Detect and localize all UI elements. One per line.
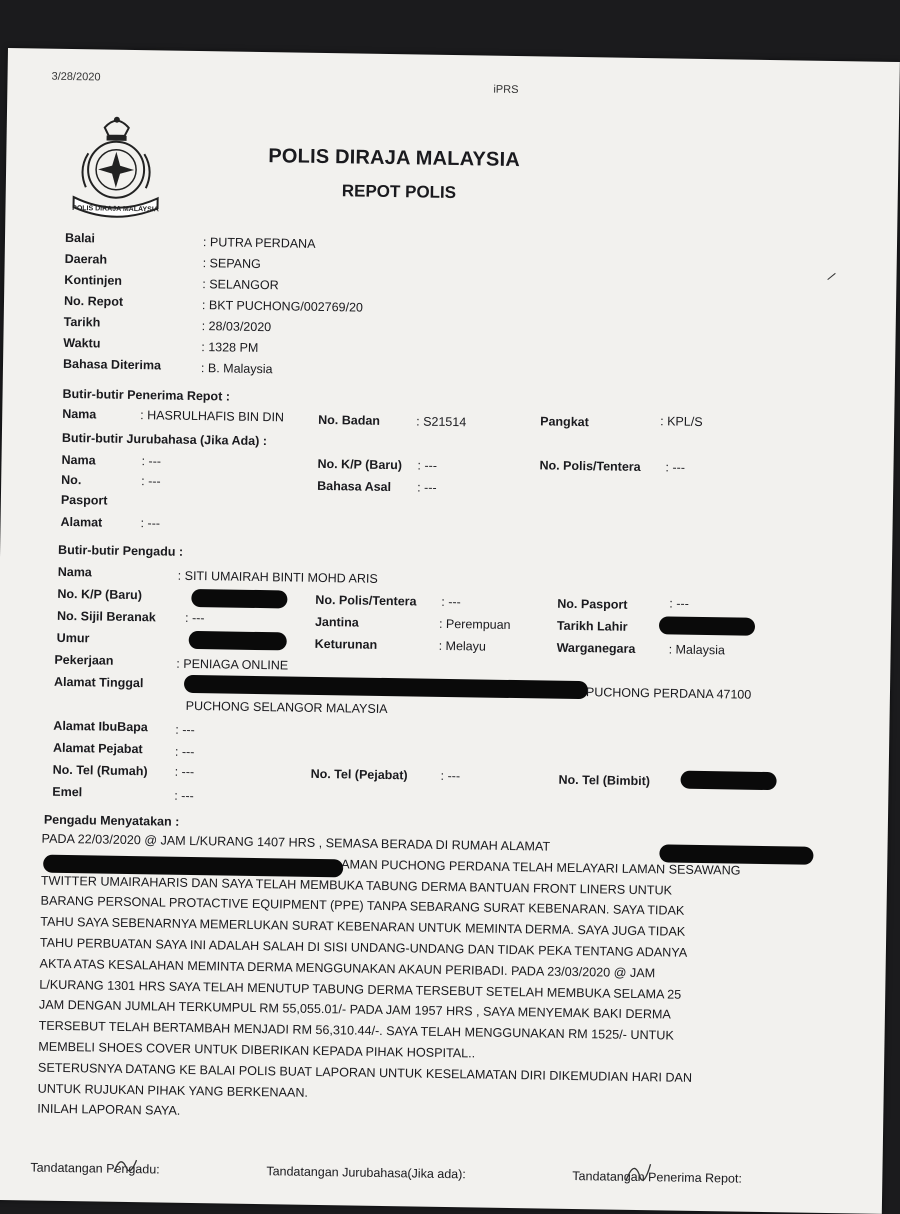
document-type: REPOT POLIS	[341, 181, 457, 203]
pen-mark	[827, 273, 835, 280]
print-date: 3/28/2020	[51, 70, 101, 84]
report-page	[0, 48, 900, 1214]
redacted-home-address	[184, 675, 588, 699]
svg-text:POLIS DIRAJA MALAYSIA: POLIS DIRAJA MALAYSIA	[72, 205, 159, 214]
signature-stroke-icon	[620, 1156, 660, 1189]
redacted-ic-number	[191, 589, 287, 609]
redacted-birth-date	[659, 616, 755, 636]
police-seal-icon	[63, 113, 169, 223]
statement-title: Pengadu Menyatakan :	[43, 812, 180, 829]
statement-body: PADA 22/03/2020 @ JAM L/KURANG 1407 HRS , SEMASA BERADA DI RUMAH ALAMAT AMAN PUCHONG PERDANA TELAH MELAYARI LAMAN SESAWANG TWITTER UMAIRAHARIS DAN SAYA TELAH MEMBUKA TABUNG DERMA BANTUAN FRONT LINERS UNTUK BARANG PERSONAL PROTACTIVE EQUIPMENT (PPE) TANPA SEBARANG SURAT KEBENARAN. SAYA TIDAK TAHU SAYA SEBENARNYA MEMERLUKAN SURAT KEBENARAN UNTUK MEMINTA DERMA. SAYA JUGA TIDAK TAHU PERBUATAN SAYA INI ADALAH SALAH DI SISI UNDANG-UNDANG DAN TIDAK PEKA TENTANG ADANYA AKTA ATAS KESALAHAN MEMINTA DERMA MENGGUNAKAN AKAUN PERIBADI. PADA 23/03/2020 @ JAM L/KURANG 1301 HRS SAYA TELAH MENUTUP TABUNG DERMA TERSEBUT SETELAH MEMBUKA SELAMA 25 JAM DENGAN JUMLAH TERKUMPUL RM 55,055.01/- PADA JAM 1957 HRS , SAYA MENYEMAK BAKI DERMA TERSEBUT TELAH BERTAMBAH MENJADI RM 56,310.44/-. SAYA TELAH MENGGUNAKAN RM 1525/- UNTUK MEMBELI SHOES COVER UNTUK DIBERIKAN KEPADA PIHAK HOSPITAL.. SETERUSNYA DATANG KE BALAI POLIS BUAT LAPORAN UNTUK KESELAMATAN DIRI DIKEMUDIAN HARI DAN UNTUK RUJUKAN PIHAK YANG BERKENAAN. INILAH LAPORAN SAYA.	[37, 831, 741, 1119]
redacted-age	[189, 631, 287, 651]
complainant-section: Butir-butir Pengadu : Nama : SITI UMAIRAH BINTI MOHD ARIS No. K/P (Baru) No. Polis/Tentera : --- No. Pasport : --- No. Sijil Beranak : --- Jantina : Perempuan Tarikh Lahir Umur Keturunan : Melayu Warganegara : Malaysia Pekerjaan : PENIAGA ONLINE Alamat Tinggal PUCHONG PERDANA 47100 PUCHONG SELANGOR MALAYSIA Alamat IbuBapa : --- Alamat Pejabat : --- No. Tel (Rumah) : --- No. Tel (Pejabat) : --- No. Tel (Bimbit) Emel : ---	[8, 48, 900, 62]
interpreter-section: Butir-butir Jurubahasa (Jika Ada) : Nama : --- No. K/P (Baru) : --- No. Polis/Tentera : --- No. : --- Bahasa Asal : --- Pasport Alamat : ---	[60, 430, 686, 531]
signature-complainant-label: Tandatangan Pengadu:	[30, 1160, 160, 1177]
system-name: iPRS	[493, 83, 519, 97]
organization-title: POLIS DIRAJA MALAYSIA	[268, 145, 521, 172]
signature-interpreter-label: Tandatangan Jurubahasa(Jika ada):	[266, 1164, 466, 1182]
signature-stroke-icon	[110, 1150, 150, 1181]
report-info: Balai : PUTRA PERDANA Daerah : SEPANG Kontinjen : SELANGOR No. Repot : BKT PUCHONG/002769/20 Tarikh : 28/03/2020 Waktu : 1328 PM Bahasa Diterima : B. Malaysia	[62, 230, 364, 377]
signature-receiver-label: Tandatangan Penerima Repot:	[572, 1169, 743, 1186]
redacted-mobile-number	[680, 771, 776, 791]
receiver-section: Butir-butir Penerima Repot : Nama : HASRULHAFIS BIN DIN No. Badan : S21514 Pangkat : KPL/S	[62, 386, 703, 430]
